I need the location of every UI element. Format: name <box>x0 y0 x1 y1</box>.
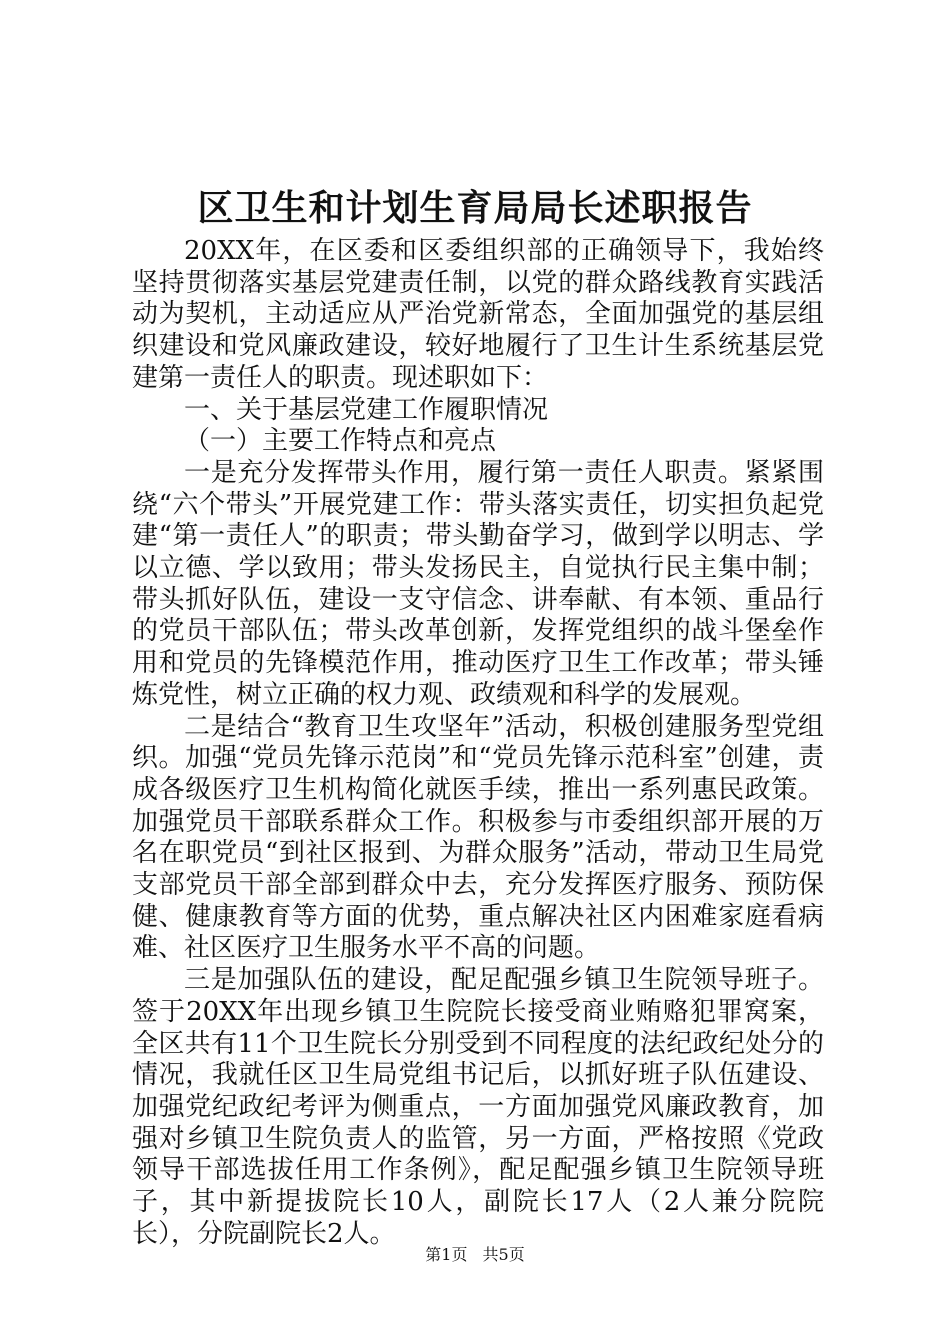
page-total: 共5页 <box>482 1245 525 1264</box>
document-body <box>132 236 824 1251</box>
page-footer <box>0 1245 950 1265</box>
paragraph-point-one: 一是充分发挥带头作用，履行第一责任人职责。紧紧围绕“六个带头”开展党建工作：带头落实责任，切实担负起党建“第一责任人”的职责；带头勤奋学习，做到学以明志、学以立德、学以致用；带头发扬民主，自觉执行民主集中制；带头抓好队伍，建设一支守信念、讲奉献、有本领、重品行的党员干部队伍；带头改革创新，发挥党组织的战斗堡垒作用和党员的先锋模范作用，推动医疗卫生工作改革；带头锤炼党性，树立正确的权力观、政绩观和科学的发展观。 <box>132 457 824 710</box>
page-number: 第1页 <box>425 1245 468 1264</box>
paragraph-intro: 20XX年，在区委和区委组织部的正确领导下，我始终坚持贯彻落实基层党建责任制，以党的群众路线教育实践活动为契机，主动适应从严治党新常态，全面加强党的基层组织建设和党风廉政建设，较好地履行了卫生计生系统基层党建第一责任人的职责。现述职如下： <box>132 236 824 393</box>
subsection-heading: （一）主要工作特点和亮点 <box>184 426 497 457</box>
section-heading: 一、关于基层党建工作履职情况 <box>184 394 549 425</box>
paragraph-point-three: 三是加强队伍的建设，配足配强乡镇卫生院领导班子。签于20XX年出现乡镇卫生院院长接受商业贿赂犯罪窝案，全区共有11个卫生院长分别受到不同程度的法纪政纪处分的情况，我就任区卫生局党组书记后，以抓好班子队伍建设、加强党纪政纪考评为侧重点，一方面加强党风廉政教育，加强对乡镇卫生院负责人的监管，另一方面，严格按照《党政领导干部选拔任用工作条例》，配足配强乡镇卫生院领导班子，其中新提拔院长10人，副院长17人（2人兼分院院长），分院副院长2人。 <box>132 965 824 1249</box>
document-title: 区卫生和计划生育局局长述职报告 <box>197 187 753 229</box>
paragraph-point-two: 二是结合“教育卫生攻坚年”活动，积极创建服务型党组织。加强“党员先锋示范岗”和“党员先锋示范科室”创建，责成各级医疗卫生机构简化就医手续，推出一系列惠民政策。加强党员干部联系群众工作。积极参与市委组织部开展的万名在职党员“到社区报到、为群众服务”活动，带动卫生局党支部党员干部全部到群众中去，充分发挥医疗服务、预防保健、健康教育等方面的优势，重点解决社区内困难家庭看病难、社区医疗卫生服务水平不高的问题。 <box>132 711 824 964</box>
